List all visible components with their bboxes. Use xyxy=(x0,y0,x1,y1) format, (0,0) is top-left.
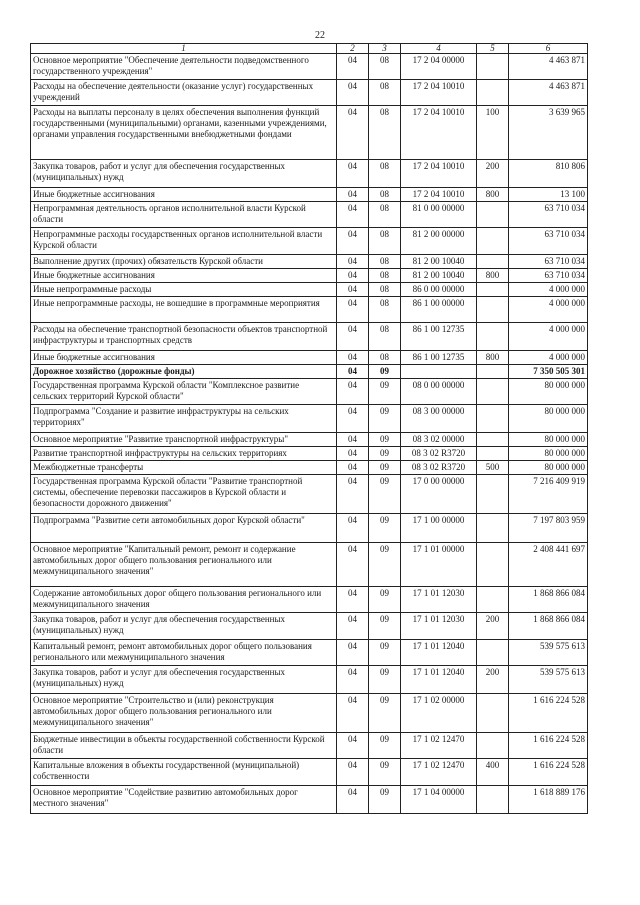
cell-name: Выполнение других (прочих) обязательств Курской области xyxy=(31,255,337,269)
cell-pr: 09 xyxy=(369,543,401,587)
cell-csr: 17 2 04 10010 xyxy=(401,160,477,188)
cell-sum: 63 710 034 xyxy=(509,269,588,283)
cell-csr: 17 1 01 12030 xyxy=(401,587,477,613)
cell-sum: 1 868 866 084 xyxy=(509,587,588,613)
cell-csr xyxy=(401,365,477,379)
table-row xyxy=(31,283,588,297)
cell-sum: 539 575 613 xyxy=(509,666,588,694)
cell-rz: 04 xyxy=(337,255,369,269)
cell-pr: 08 xyxy=(369,255,401,269)
cell-sum: 80 000 000 xyxy=(509,447,588,461)
cell-rz: 04 xyxy=(337,365,369,379)
cell-csr: 17 2 04 10010 xyxy=(401,80,477,106)
cell-rz: 04 xyxy=(337,351,369,365)
table-row xyxy=(31,543,588,587)
cell-name: Подпрограмма "Развитие сети автомобильных дорог Курской области" xyxy=(31,514,337,543)
cell-vr xyxy=(477,379,509,405)
cell-pr: 09 xyxy=(369,640,401,666)
cell-csr: 08 3 02 00000 xyxy=(401,433,477,447)
cell-sum: 4 000 000 xyxy=(509,351,588,365)
cell-vr xyxy=(477,255,509,269)
cell-sum: 63 710 034 xyxy=(509,228,588,255)
header-col-pr: 3 xyxy=(369,44,401,54)
cell-name: Иные бюджетные ассигнования xyxy=(31,351,337,365)
cell-csr: 17 2 04 10010 xyxy=(401,188,477,202)
table-row xyxy=(31,80,588,106)
cell-rz: 04 xyxy=(337,283,369,297)
cell-vr xyxy=(477,694,509,733)
cell-vr xyxy=(477,202,509,228)
cell-rz: 04 xyxy=(337,587,369,613)
cell-vr xyxy=(477,433,509,447)
cell-rz: 04 xyxy=(337,694,369,733)
cell-rz: 04 xyxy=(337,80,369,106)
cell-pr: 09 xyxy=(369,405,401,433)
cell-pr: 08 xyxy=(369,323,401,351)
cell-vr: 200 xyxy=(477,613,509,640)
table-row xyxy=(31,351,588,365)
cell-vr xyxy=(477,786,509,814)
table-row xyxy=(31,297,588,323)
cell-pr: 09 xyxy=(369,365,401,379)
cell-csr: 81 2 00 10040 xyxy=(401,269,477,283)
table-row xyxy=(31,323,588,351)
cell-rz: 04 xyxy=(337,475,369,514)
cell-sum: 4 000 000 xyxy=(509,297,588,323)
cell-sum: 7 197 803 959 xyxy=(509,514,588,543)
cell-sum: 1 616 224 528 xyxy=(509,694,588,733)
cell-csr: 17 1 01 12040 xyxy=(401,666,477,694)
cell-rz: 04 xyxy=(337,514,369,543)
cell-vr xyxy=(477,733,509,759)
cell-pr: 09 xyxy=(369,759,401,786)
cell-name: Расходы на обеспечение транспортной безопасности объектов транспортной инфраструктуры и транспортных средств xyxy=(31,323,337,351)
cell-pr: 08 xyxy=(369,202,401,228)
table-row xyxy=(31,405,588,433)
cell-csr: 08 3 02 R3720 xyxy=(401,461,477,475)
cell-sum: 3 639 965 xyxy=(509,106,588,160)
header-col-csr: 4 xyxy=(401,44,477,54)
cell-name: Закупка товаров, работ и услуг для обеспечения государственных (муниципальных) нужд xyxy=(31,613,337,640)
cell-rz: 04 xyxy=(337,447,369,461)
cell-sum: 80 000 000 xyxy=(509,433,588,447)
cell-pr: 08 xyxy=(369,297,401,323)
table-row xyxy=(31,228,588,255)
cell-csr: 08 0 00 00000 xyxy=(401,379,477,405)
cell-sum: 13 100 xyxy=(509,188,588,202)
cell-csr: 81 2 00 10040 xyxy=(401,255,477,269)
cell-sum: 80 000 000 xyxy=(509,379,588,405)
cell-sum: 4 000 000 xyxy=(509,283,588,297)
cell-vr xyxy=(477,475,509,514)
cell-rz: 04 xyxy=(337,405,369,433)
cell-pr: 08 xyxy=(369,351,401,365)
cell-name: Подпрограмма "Создание и развитие инфраструктуры на сельских территориях" xyxy=(31,405,337,433)
cell-name: Основное мероприятие "Строительство и (или) реконструкция автомобильных дорог общего пользования регионального или межмуниципального значения" xyxy=(31,694,337,733)
cell-pr: 09 xyxy=(369,447,401,461)
table-row xyxy=(31,269,588,283)
cell-name: Бюджетные инвестиции в объекты государственной собственности Курской области xyxy=(31,733,337,759)
cell-name: Межбюджетные трансферты xyxy=(31,461,337,475)
table-row xyxy=(31,365,588,379)
cell-vr: 800 xyxy=(477,188,509,202)
cell-rz: 04 xyxy=(337,640,369,666)
cell-vr xyxy=(477,514,509,543)
cell-pr: 08 xyxy=(369,54,401,80)
cell-sum: 4 463 871 xyxy=(509,54,588,80)
cell-name: Иные бюджетные ассигнования xyxy=(31,188,337,202)
cell-rz: 04 xyxy=(337,379,369,405)
cell-name: Расходы на обеспечение деятельности (оказание услуг) государственных учреждений xyxy=(31,80,337,106)
cell-pr: 08 xyxy=(369,106,401,160)
cell-vr xyxy=(477,228,509,255)
cell-csr: 17 1 02 00000 xyxy=(401,694,477,733)
table-row xyxy=(31,514,588,543)
cell-vr xyxy=(477,365,509,379)
cell-csr: 81 2 00 00000 xyxy=(401,228,477,255)
cell-pr: 09 xyxy=(369,786,401,814)
cell-csr: 08 3 02 R3720 xyxy=(401,447,477,461)
cell-rz: 04 xyxy=(337,733,369,759)
cell-csr: 17 0 00 00000 xyxy=(401,475,477,514)
cell-csr: 86 1 00 12735 xyxy=(401,323,477,351)
cell-pr: 09 xyxy=(369,475,401,514)
cell-pr: 08 xyxy=(369,160,401,188)
cell-csr: 17 1 01 00000 xyxy=(401,543,477,587)
cell-vr: 500 xyxy=(477,461,509,475)
table-row xyxy=(31,733,588,759)
cell-name: Развитие транспортной инфраструктуры на сельских территориях xyxy=(31,447,337,461)
cell-sum: 810 806 xyxy=(509,160,588,188)
cell-name: Дорожное хозяйство (дорожные фонды) xyxy=(31,365,337,379)
cell-rz: 04 xyxy=(337,54,369,80)
cell-vr: 100 xyxy=(477,106,509,160)
cell-csr: 81 0 00 00000 xyxy=(401,202,477,228)
header-col-sum: 6 xyxy=(509,44,588,54)
cell-csr: 08 3 00 00000 xyxy=(401,405,477,433)
cell-csr: 17 1 01 12030 xyxy=(401,613,477,640)
cell-sum: 2 408 441 697 xyxy=(509,543,588,587)
cell-sum: 1 616 224 528 xyxy=(509,759,588,786)
table-row xyxy=(31,433,588,447)
cell-csr: 17 1 00 00000 xyxy=(401,514,477,543)
cell-sum: 4 000 000 xyxy=(509,323,588,351)
table-row xyxy=(31,587,588,613)
cell-pr: 08 xyxy=(369,283,401,297)
cell-csr: 17 2 04 10010 xyxy=(401,106,477,160)
cell-name: Непрограммные расходы государственных органов исполнительной власти Курской области xyxy=(31,228,337,255)
cell-rz: 04 xyxy=(337,433,369,447)
cell-sum: 80 000 000 xyxy=(509,405,588,433)
cell-name: Иные непрограммные расходы xyxy=(31,283,337,297)
cell-vr xyxy=(477,640,509,666)
cell-vr: 200 xyxy=(477,666,509,694)
page-number: 22 xyxy=(315,30,325,41)
table-row xyxy=(31,461,588,475)
cell-sum: 539 575 613 xyxy=(509,640,588,666)
cell-rz: 04 xyxy=(337,269,369,283)
cell-rz: 04 xyxy=(337,786,369,814)
table-row xyxy=(31,379,588,405)
cell-csr: 86 1 00 00000 xyxy=(401,297,477,323)
cell-sum: 63 710 034 xyxy=(509,202,588,228)
cell-vr xyxy=(477,54,509,80)
cell-vr: 800 xyxy=(477,351,509,365)
cell-csr: 86 0 00 00000 xyxy=(401,283,477,297)
cell-name: Иные непрограммные расходы, не вошедшие в программные мероприятия xyxy=(31,297,337,323)
cell-pr: 09 xyxy=(369,666,401,694)
cell-sum: 63 710 034 xyxy=(509,255,588,269)
cell-vr xyxy=(477,543,509,587)
cell-csr: 86 1 00 12735 xyxy=(401,351,477,365)
table-row xyxy=(31,160,588,188)
cell-csr: 17 2 04 00000 xyxy=(401,54,477,80)
header-col-name: 1 xyxy=(31,44,337,54)
cell-pr: 08 xyxy=(369,80,401,106)
table-row xyxy=(31,613,588,640)
table-row xyxy=(31,640,588,666)
table-row xyxy=(31,188,588,202)
cell-rz: 04 xyxy=(337,666,369,694)
table-row xyxy=(31,106,588,160)
cell-pr: 09 xyxy=(369,587,401,613)
cell-name: Основное мероприятие "Обеспечение деятельности подведомственного государственного учреждения" xyxy=(31,54,337,80)
cell-name: Закупка товаров, работ и услуг для обеспечения государственных (муниципальных) нужд xyxy=(31,666,337,694)
cell-vr xyxy=(477,80,509,106)
cell-vr: 200 xyxy=(477,160,509,188)
cell-name: Непрограммная деятельность органов исполнительной власти Курской области xyxy=(31,202,337,228)
cell-sum: 7 350 505 301 xyxy=(509,365,588,379)
header-col-vr: 5 xyxy=(477,44,509,54)
cell-pr: 09 xyxy=(369,433,401,447)
cell-sum: 1 618 889 176 xyxy=(509,786,588,814)
cell-sum: 7 216 409 919 xyxy=(509,475,588,514)
table-row xyxy=(31,54,588,80)
header-col-rz: 2 xyxy=(337,44,369,54)
cell-pr: 09 xyxy=(369,514,401,543)
cell-rz: 04 xyxy=(337,543,369,587)
cell-rz: 04 xyxy=(337,297,369,323)
cell-rz: 04 xyxy=(337,759,369,786)
cell-sum: 1 616 224 528 xyxy=(509,733,588,759)
cell-rz: 04 xyxy=(337,106,369,160)
cell-csr: 17 1 02 12470 xyxy=(401,759,477,786)
cell-csr: 17 1 04 00000 xyxy=(401,786,477,814)
cell-name: Капитальный ремонт, ремонт автомобильных дорог общего пользования регионального или межмуниципального значения xyxy=(31,640,337,666)
cell-vr xyxy=(477,405,509,433)
cell-vr xyxy=(477,283,509,297)
table-row xyxy=(31,255,588,269)
cell-pr: 09 xyxy=(369,461,401,475)
cell-rz: 04 xyxy=(337,188,369,202)
cell-vr xyxy=(477,323,509,351)
cell-sum: 80 000 000 xyxy=(509,461,588,475)
cell-name: Государственная программа Курской области "Комплексное развитие сельских территорий Курской области" xyxy=(31,379,337,405)
cell-name: Закупка товаров, работ и услуг для обеспечения государственных (муниципальных) нужд xyxy=(31,160,337,188)
cell-rz: 04 xyxy=(337,613,369,640)
cell-rz: 04 xyxy=(337,461,369,475)
cell-csr: 17 1 01 12040 xyxy=(401,640,477,666)
cell-vr: 400 xyxy=(477,759,509,786)
table-row xyxy=(31,759,588,786)
cell-rz: 04 xyxy=(337,160,369,188)
cell-sum: 4 463 871 xyxy=(509,80,588,106)
cell-name: Основное мероприятие "Развитие транспортной инфраструктуры" xyxy=(31,433,337,447)
cell-name: Капитальные вложения в объекты государственной (муниципальной) собственности xyxy=(31,759,337,786)
cell-name: Расходы на выплаты персоналу в целях обеспечения выполнения функций государственными (муниципальными) органами, казенными учреждениями, органами управления государственными внебюджетными фондами xyxy=(31,106,337,160)
cell-pr: 08 xyxy=(369,228,401,255)
cell-csr: 17 1 02 12470 xyxy=(401,733,477,759)
cell-rz: 04 xyxy=(337,228,369,255)
cell-name: Основное мероприятие "Капитальный ремонт, ремонт и содержание автомобильных дорог общего пользования регионального или межмуниципального значения" xyxy=(31,543,337,587)
table-header-row xyxy=(31,44,588,54)
cell-vr xyxy=(477,587,509,613)
cell-pr: 09 xyxy=(369,733,401,759)
cell-name: Государственная программа Курской области "Развитие транспортной системы, обеспечение перевозки пассажиров в Курской области и безопасности дорожного движения" xyxy=(31,475,337,514)
cell-vr xyxy=(477,447,509,461)
table-row xyxy=(31,202,588,228)
cell-pr: 08 xyxy=(369,188,401,202)
cell-pr: 08 xyxy=(369,269,401,283)
cell-pr: 09 xyxy=(369,379,401,405)
cell-pr: 09 xyxy=(369,613,401,640)
cell-name: Иные бюджетные ассигнования xyxy=(31,269,337,283)
cell-name: Основное мероприятие "Содействие развитию автомобильных дорог местного значения" xyxy=(31,786,337,814)
cell-vr xyxy=(477,297,509,323)
table-row xyxy=(31,666,588,694)
cell-vr: 800 xyxy=(477,269,509,283)
table-row xyxy=(31,786,588,814)
cell-rz: 04 xyxy=(337,202,369,228)
table-row xyxy=(31,475,588,514)
table-row xyxy=(31,447,588,461)
cell-pr: 09 xyxy=(369,694,401,733)
table-row xyxy=(31,694,588,733)
budget-table xyxy=(30,43,588,814)
cell-rz: 04 xyxy=(337,323,369,351)
cell-sum: 1 868 866 084 xyxy=(509,613,588,640)
cell-name: Содержание автомобильных дорог общего пользования регионального или межмуниципального значения xyxy=(31,587,337,613)
